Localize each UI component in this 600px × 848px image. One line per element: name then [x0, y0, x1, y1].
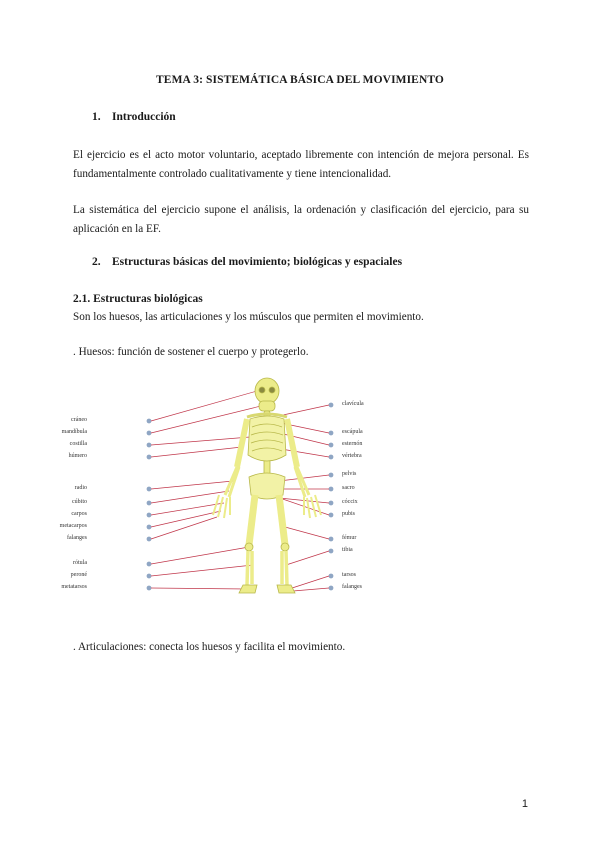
bone-label-left: húmero — [68, 453, 87, 459]
skeleton-illustration — [87, 377, 377, 599]
leader-dot — [329, 443, 334, 448]
section-heading-1 — [92, 111, 176, 123]
leader-line — [151, 565, 253, 576]
leader-line — [151, 517, 217, 539]
leader-dot — [147, 513, 152, 518]
bone-label-right: pelvis — [342, 471, 357, 477]
section-heading-text: Introducción — [112, 111, 176, 123]
bone-label-right: vértebra — [342, 453, 362, 459]
subsection-heading: 2.1. Estructuras biológicas — [73, 293, 203, 305]
bone-label-right: clavícula — [342, 401, 364, 407]
bone-label-right: falanges — [342, 584, 362, 590]
leader-dot — [329, 549, 334, 554]
leader-dot — [147, 574, 152, 579]
bone-label-left: cúbito — [72, 499, 87, 505]
bone-label-right: esternón — [342, 441, 363, 447]
leader-dot — [147, 525, 152, 530]
bone-label-right: sacro — [342, 485, 355, 491]
section-heading-2 — [92, 256, 402, 268]
leader-line — [293, 588, 329, 591]
leader-line — [151, 447, 242, 457]
leader-dot — [147, 487, 152, 492]
bone-label-left: metacarpos — [59, 523, 87, 529]
bone-label-right: escápula — [342, 429, 363, 435]
bone-label-left: costilla — [69, 441, 87, 447]
bone-label-left: cráneo — [71, 417, 87, 423]
leader-dot — [329, 537, 334, 542]
leader-line — [289, 576, 329, 589]
leader-lines — [147, 391, 334, 591]
bone-label-left: mandíbula — [61, 429, 87, 435]
section-number: 2. — [92, 256, 101, 268]
leader-dot — [147, 443, 152, 448]
paragraph-sistematica: La sistemática del ejercicio supone el análisis, la ordenación y clasificación del ejercicio, para su aplicación en la EF. — [73, 204, 529, 235]
leader-dot — [329, 501, 334, 506]
leader-line — [283, 405, 329, 415]
bone-label-right: fémur — [342, 535, 357, 541]
leader-dot — [147, 455, 152, 460]
leader-line — [285, 527, 329, 539]
bone-label-right: cóccix — [342, 499, 358, 505]
leader-line — [151, 588, 247, 589]
leader-dot — [329, 455, 334, 460]
leader-dot — [147, 586, 152, 591]
huesos-line: . Huesos: función de sostener el cuerpo y protegerlo. — [73, 346, 309, 358]
bone-label-left: falanges — [67, 535, 87, 541]
leader-dot — [329, 473, 334, 478]
leader-dot — [329, 574, 334, 579]
leader-dot — [147, 501, 152, 506]
bone-label-left: rótula — [73, 560, 87, 566]
leader-dot — [147, 562, 152, 567]
leader-line — [151, 437, 250, 445]
leader-dot — [329, 513, 334, 518]
bone-label-right: tibia — [342, 547, 353, 553]
bone-label-left: carpos — [71, 511, 87, 517]
section-number: 1. — [92, 111, 101, 123]
leader-dot — [329, 403, 334, 408]
paragraph-intro: El ejercicio es el acto motor voluntario, aceptado libremente con intención de mejora personal. Es fundamentalmente controlado cualitativamente y tiene intencionalidad. — [73, 149, 529, 180]
leader-dot — [147, 537, 152, 542]
leader-dot — [147, 419, 152, 424]
section-heading-text: Estructuras básicas del movimiento; biológicas y espaciales — [112, 256, 403, 268]
leader-line — [151, 481, 233, 489]
subsection-paragraph: Son los huesos, las articulaciones y los músculos que permiten el movimiento. — [73, 311, 424, 323]
bone-label-left: peroné — [70, 572, 87, 578]
leader-line — [151, 547, 249, 564]
leader-line — [286, 551, 329, 565]
articulaciones-line: . Articulaciones: conecta los huesos y facilita el movimiento. — [73, 641, 346, 653]
bone-label-right: tarsos — [342, 572, 356, 578]
bone-label-right: pubis — [342, 511, 356, 517]
bone-label-left: radio — [74, 485, 87, 491]
leader-dot — [329, 431, 334, 436]
page-title: TEMA 3: SISTEMÁTICA BÁSICA DEL MOVIMIENTO — [156, 74, 444, 86]
page-number: 1 — [521, 798, 528, 810]
leader-dot — [329, 586, 334, 591]
leader-dot — [329, 487, 334, 492]
leader-line — [151, 391, 257, 421]
skeleton-figure — [59, 377, 377, 599]
leader-dot — [147, 431, 152, 436]
bone-label-left: metatarsos — [61, 584, 87, 590]
